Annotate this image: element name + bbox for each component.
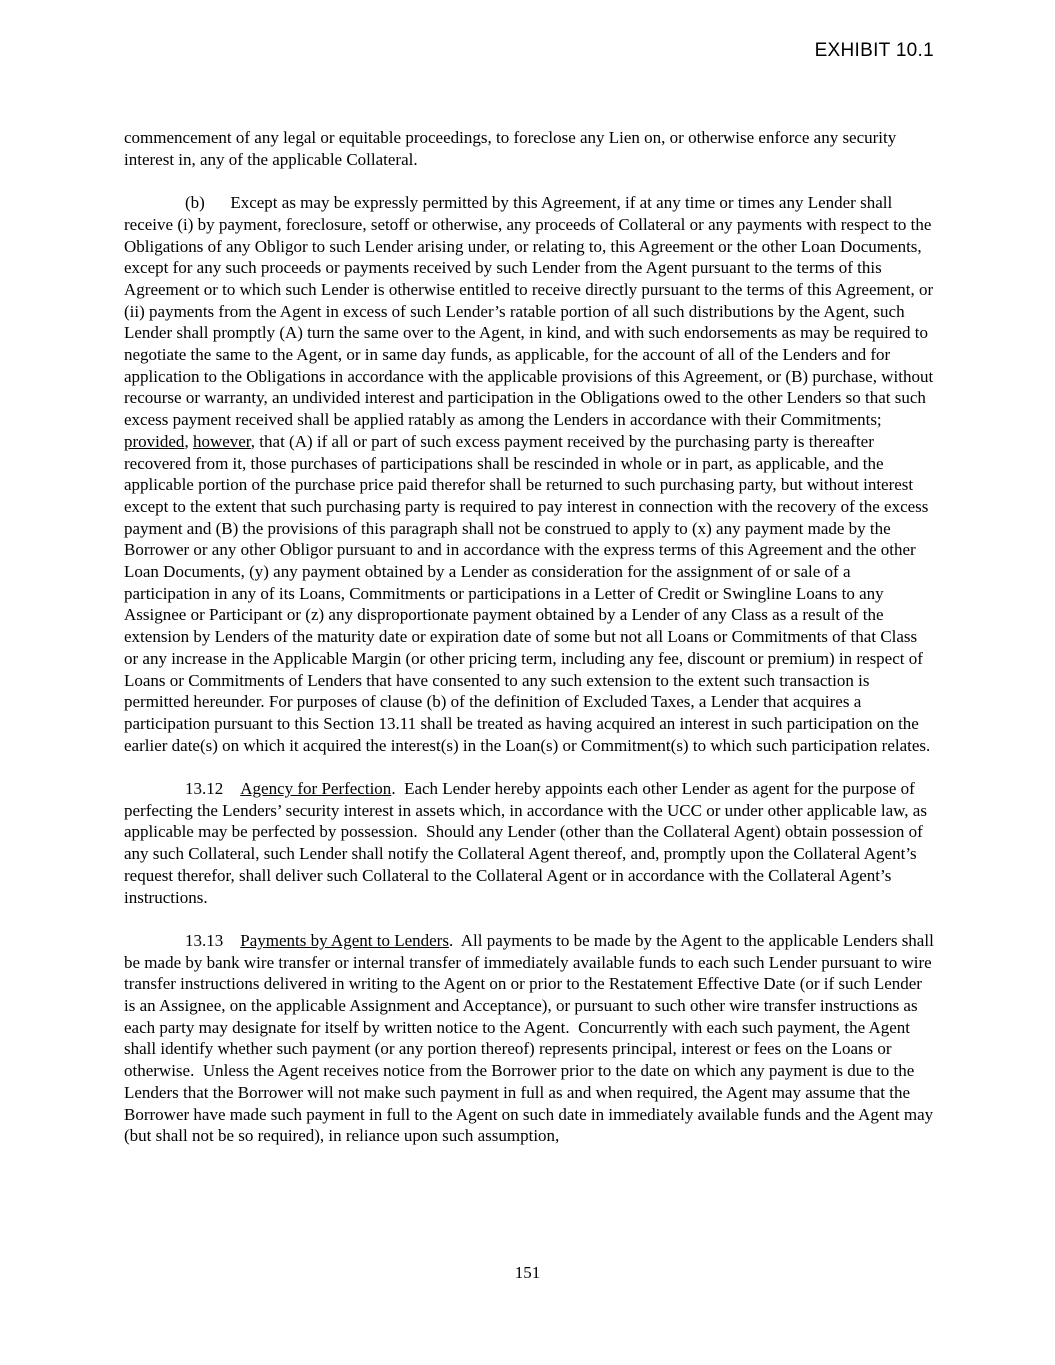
exhibit-label: EXHIBIT 10.1 (814, 40, 934, 61)
text-run: . All payments to be made by the Agent to the applicable Lenders shall be made by bank wire transfer or internal transfer of immediately available funds to each such Lender pursuant to wire transfer instructions delivered in writing to the Agent on or prior to the Restatement Effective Date (or if such Lender is an Assignee, on the applicable Assignment and Acceptance), or pursuant to such other wire transfer instructions as each party may designate for itself by written notice to the Agent. Concurrently with each such payment, the Agent shall identify whether such payment (or any portion thereof) represents principal, interest or fees on the Loans or otherwise. Unless the Agent receives notice from the Borrower prior to the date on which any payment is due to the Lenders that the Borrower will not make such payment in full as and when required, the Agent may assume that the Borrower have made such payment in full to the Agent on such date in immediately available funds and the Agent may (but shall not be so required), in reliance upon such assumption, (124, 930, 939, 1146)
text-run: . Each Lender hereby appoints each other Lender as agent for the purpose of perfecting the Lenders’ security interest in assets which, in accordance with the UCC or under other applicable law, as applicable may be perfected by possession. Should any Lender (other than the Collateral Agent) obtain possession of any such Collateral, such Lender shall notify the Collateral Agent thereof, and, promptly upon the Collateral Agent’s request therefor, shall deliver such Collateral to the Collateral Agent or in accordance with the Collateral Agent’s instructions. (124, 779, 932, 907)
underlined-text-run: Payments by Agent to Lenders (240, 930, 449, 950)
text-run: , that (A) if all or part of such excess payment received by the purchasing party is thereafter recovered from it, those purchases of participations shall be rescinded in whole or in part, as applicable, and the applicable portion of the purchase price paid therefor shall be returned to such purchasing party, but without interest except to the extent that such purchasing party is required to pay interest in connection with the recovery of the excess payment and (B) the provisions of this paragraph shall not be construed to apply to (x) any payment made by the Borrower or any other Obligor pursuant to and in accordance with the express terms of this Agreement and the other Loan Documents, (y) any payment obtained by a Lender as consideration for the assignment of or sale of a participation in any of its Loans, Commitments or participations in a Letter of Credit or Swingline Loans to any Assignee or Participant or (z) any disproportionate payment obtained by a Lender of any Class as a result of the extension by Lenders of the maturity date or expiration date of some but not all Loans or Commitments of that Class or any increase in the Applicable Margin (or other pricing term, including any fee, discount or premium) in respect of Loans or Commitments of Lenders that have consented to any such extension to the extent such transaction is permitted hereunder. For purposes of clause (b) of the definition of Excluded Taxes, a Lender that acquires a participation pursuant to this Section 13.11 shall be treated as having acquired an interest in such participation on the earlier date(s) on which it acquired the interest(s) in the Loan(s) or Commitment(s) to which such participation relates. (124, 431, 933, 755)
paragraph-13-13 (124, 930, 939, 1147)
paragraph-13-12 (124, 778, 934, 908)
page-number: 151 (514, 1263, 541, 1282)
paragraph-b (124, 192, 938, 756)
text-run: 13.13 (185, 930, 241, 950)
underlined-text-run: however (192, 431, 251, 451)
text-run: 13.12 (185, 779, 241, 799)
paragraph-continuation (124, 127, 934, 170)
page-footer (0, 1262, 1055, 1284)
text-run: commencement of any legal or equitable proceedings, to foreclose any Lien on, or otherwise enforce any security interest in, any of the applicable Collateral. (124, 128, 901, 169)
exhibit-header (124, 40, 934, 62)
underlined-text-run: provided (124, 431, 185, 451)
text-run: , (184, 431, 193, 451)
underlined-text-run: Agency for Perfection (240, 779, 392, 799)
document-body (124, 127, 939, 1147)
text-run: (b) Except as may be expressly permitted by this Agreement, if at any time or times any Lender shall receive (i) by payment, foreclosure, setoff or otherwise, any proceeds of Collateral or any payments with respect to the Obligations of any Obligor to such Lender arising under, or relating to, this Agreement or the other Loan Documents, except for any such proceeds or payments received by such Lender from the Agent pursuant to the terms of this Agreement or to which such Lender is otherwise entitled to receive directly pursuant to the terms of this Agreement, or (ii) payments from the Agent in excess of such Lender’s ratable portion of all such distributions by the Agent, such Lender shall promptly (A) turn the same over to the Agent, in kind, and with such endorsements as may be required to negotiate the same to the Agent, or in same day funds, as applicable, for the account of all of the Lenders and for application to the Obligations in accordance with the applicable provisions of this Agreement, or (B) purchase, without recourse or warranty, an undivided interest and participation in the Obligations owed to the other Lenders so that such excess payment received shall be applied ratably as among the Lenders in accordance with their Commitments; (124, 193, 938, 430)
